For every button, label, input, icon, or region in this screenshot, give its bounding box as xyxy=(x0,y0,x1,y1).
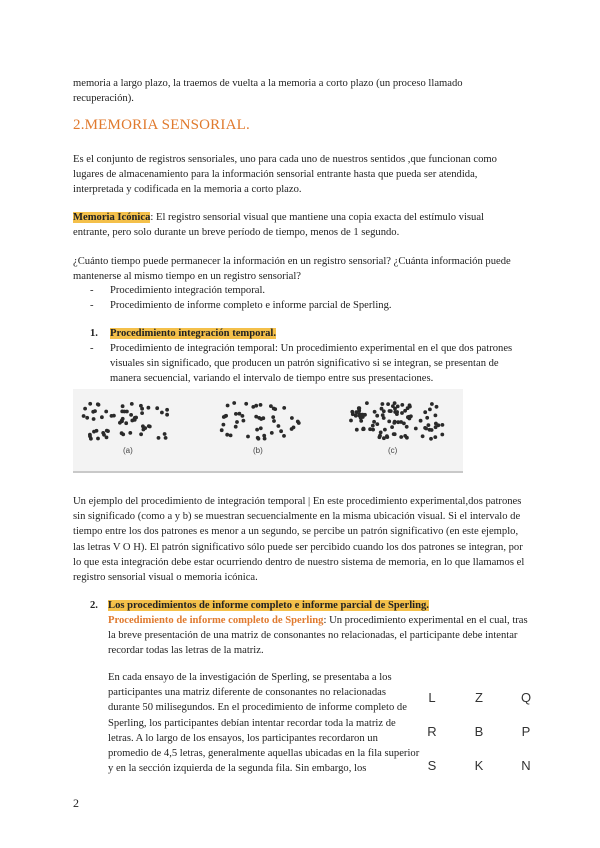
list-item: - Procedimiento de informe completo e informe parcial de Sperling. xyxy=(90,298,530,313)
section-1-list xyxy=(90,341,522,387)
section-2-subtitle-paragraph xyxy=(108,613,528,659)
letter-cell: B xyxy=(474,724,484,739)
letter-cell: Z xyxy=(475,690,483,705)
letter-cell: S xyxy=(427,758,437,773)
procedures-list xyxy=(90,283,530,313)
letter-cell: P xyxy=(521,724,531,739)
letter-row xyxy=(424,758,534,792)
letter-cell: N xyxy=(521,758,531,773)
example-paragraph: Un ejemplo del procedimiento de integración temporal | En este procedimiento experimental,dos patrones sin significado (como a y b) se muestran secuencialmente en la misma ubicación visual. Si el intervalo de tiempo entre los dos patrones es menor a un segundo, se percibe un patrón significativo (en este ejemplo, las letras V O H). El patrón significativo sólo puede ser percibido cuando los dos patrones se integran, por lo que esta integración debe estar ocurriendo dentro de nuestro sistema de memoria, en lo que llamamos el registro sensorial visual o memoria icónica. xyxy=(73,496,525,584)
page-number: 2 xyxy=(73,796,79,810)
letter-cell: Q xyxy=(520,690,532,705)
section-2-title: Los procedimientos de informe completo e informe parcial de Sperling. xyxy=(108,600,429,611)
dot-patterns-image xyxy=(73,389,463,471)
section-title: 2.MEMORIA SENSORIAL. xyxy=(73,117,250,133)
letter-row xyxy=(424,724,534,758)
figure-label-c: (c) xyxy=(388,446,398,455)
iconic-memory-paragraph xyxy=(73,210,523,240)
letter-cell: R xyxy=(427,724,437,739)
sperling-full-report-term: Procedimiento de informe completo de Sperling xyxy=(108,615,324,626)
questions-paragraph: ¿Cuánto tiempo puede permanecer la información en un registro sensorial? ¿Cuánta información puede mantenerse al mismo tiempo en un registro sensorial? xyxy=(73,256,511,283)
intro-text: memoria a largo plazo, la traemos de vuelta a la memoria a corto plazo (un proceso llamado recuperación). xyxy=(73,78,463,105)
letter-cell: K xyxy=(474,758,484,773)
list-item: - Procedimiento integración temporal. xyxy=(90,283,530,298)
section-2-paragraph: En cada ensayo de la investigación de Sperling, se presentaba a los participantes una matriz diferente de consonantes no relacionadas durante 50 milisegundos. En el procedimiento de informe completo de Sperling, los participantes debían intentar recordar toda la matriz de letras. A lo largo de los ensayos, los participantes recordaron un promedio de 4,5 letras, generalmente aquellas ubicadas en la fila superior y en la sección izquierda de la segunda fila. Sin embargo, los xyxy=(108,672,420,775)
section-1-heading xyxy=(90,326,530,341)
letter-matrix xyxy=(424,690,534,792)
iconic-memory-term: Memoria Icónica xyxy=(73,212,151,223)
iconic-memory-text: : El registro sensorial visual que mantiene una copia exacta del estímulo visual entrante, pero solo durante un breve período de tiempo, menos de 1 segundo. xyxy=(73,212,484,239)
section-1-bullet: - Procedimiento de integración temporal: Un procedimiento experimental en el que dos patrones visuales sin significado, que producen un patrón significativo si se integran, se presentan de manera secuencial, variando el intervalo de tiempo entre sus presentaciones. xyxy=(90,341,522,387)
figure-label-b: (b) xyxy=(253,446,263,455)
dot-pattern-b xyxy=(220,401,301,441)
definition-paragraph: Es el conjunto de registros sensoriales, uno para cada uno de nuestros sentidos ,que funcionan como lugares de almacenamiento para la información sensorial entrante hasta que pueda ser atendida, interpretada y codificada en la memoria a corto plazo. xyxy=(73,154,497,196)
dot-pattern-c xyxy=(349,401,444,441)
section-2-number: 2. xyxy=(90,600,98,611)
dot-pattern-a xyxy=(82,402,169,441)
letter-row xyxy=(424,690,534,724)
figure-label-a: (a) xyxy=(123,446,133,455)
section-2-heading xyxy=(90,598,530,613)
section-1-number: 1. xyxy=(90,328,98,339)
letter-cell: L xyxy=(428,690,436,705)
integration-figure xyxy=(73,389,463,473)
sperling-full-report-text: : Un procedimiento experimental en el cual, tras la breve presentación de una matriz de consonantes no relacionadas, el participante debe intentar recordar todas las letras de la matriz. xyxy=(108,615,528,657)
section-1-title: Procedimiento integración temporal. xyxy=(110,328,277,339)
